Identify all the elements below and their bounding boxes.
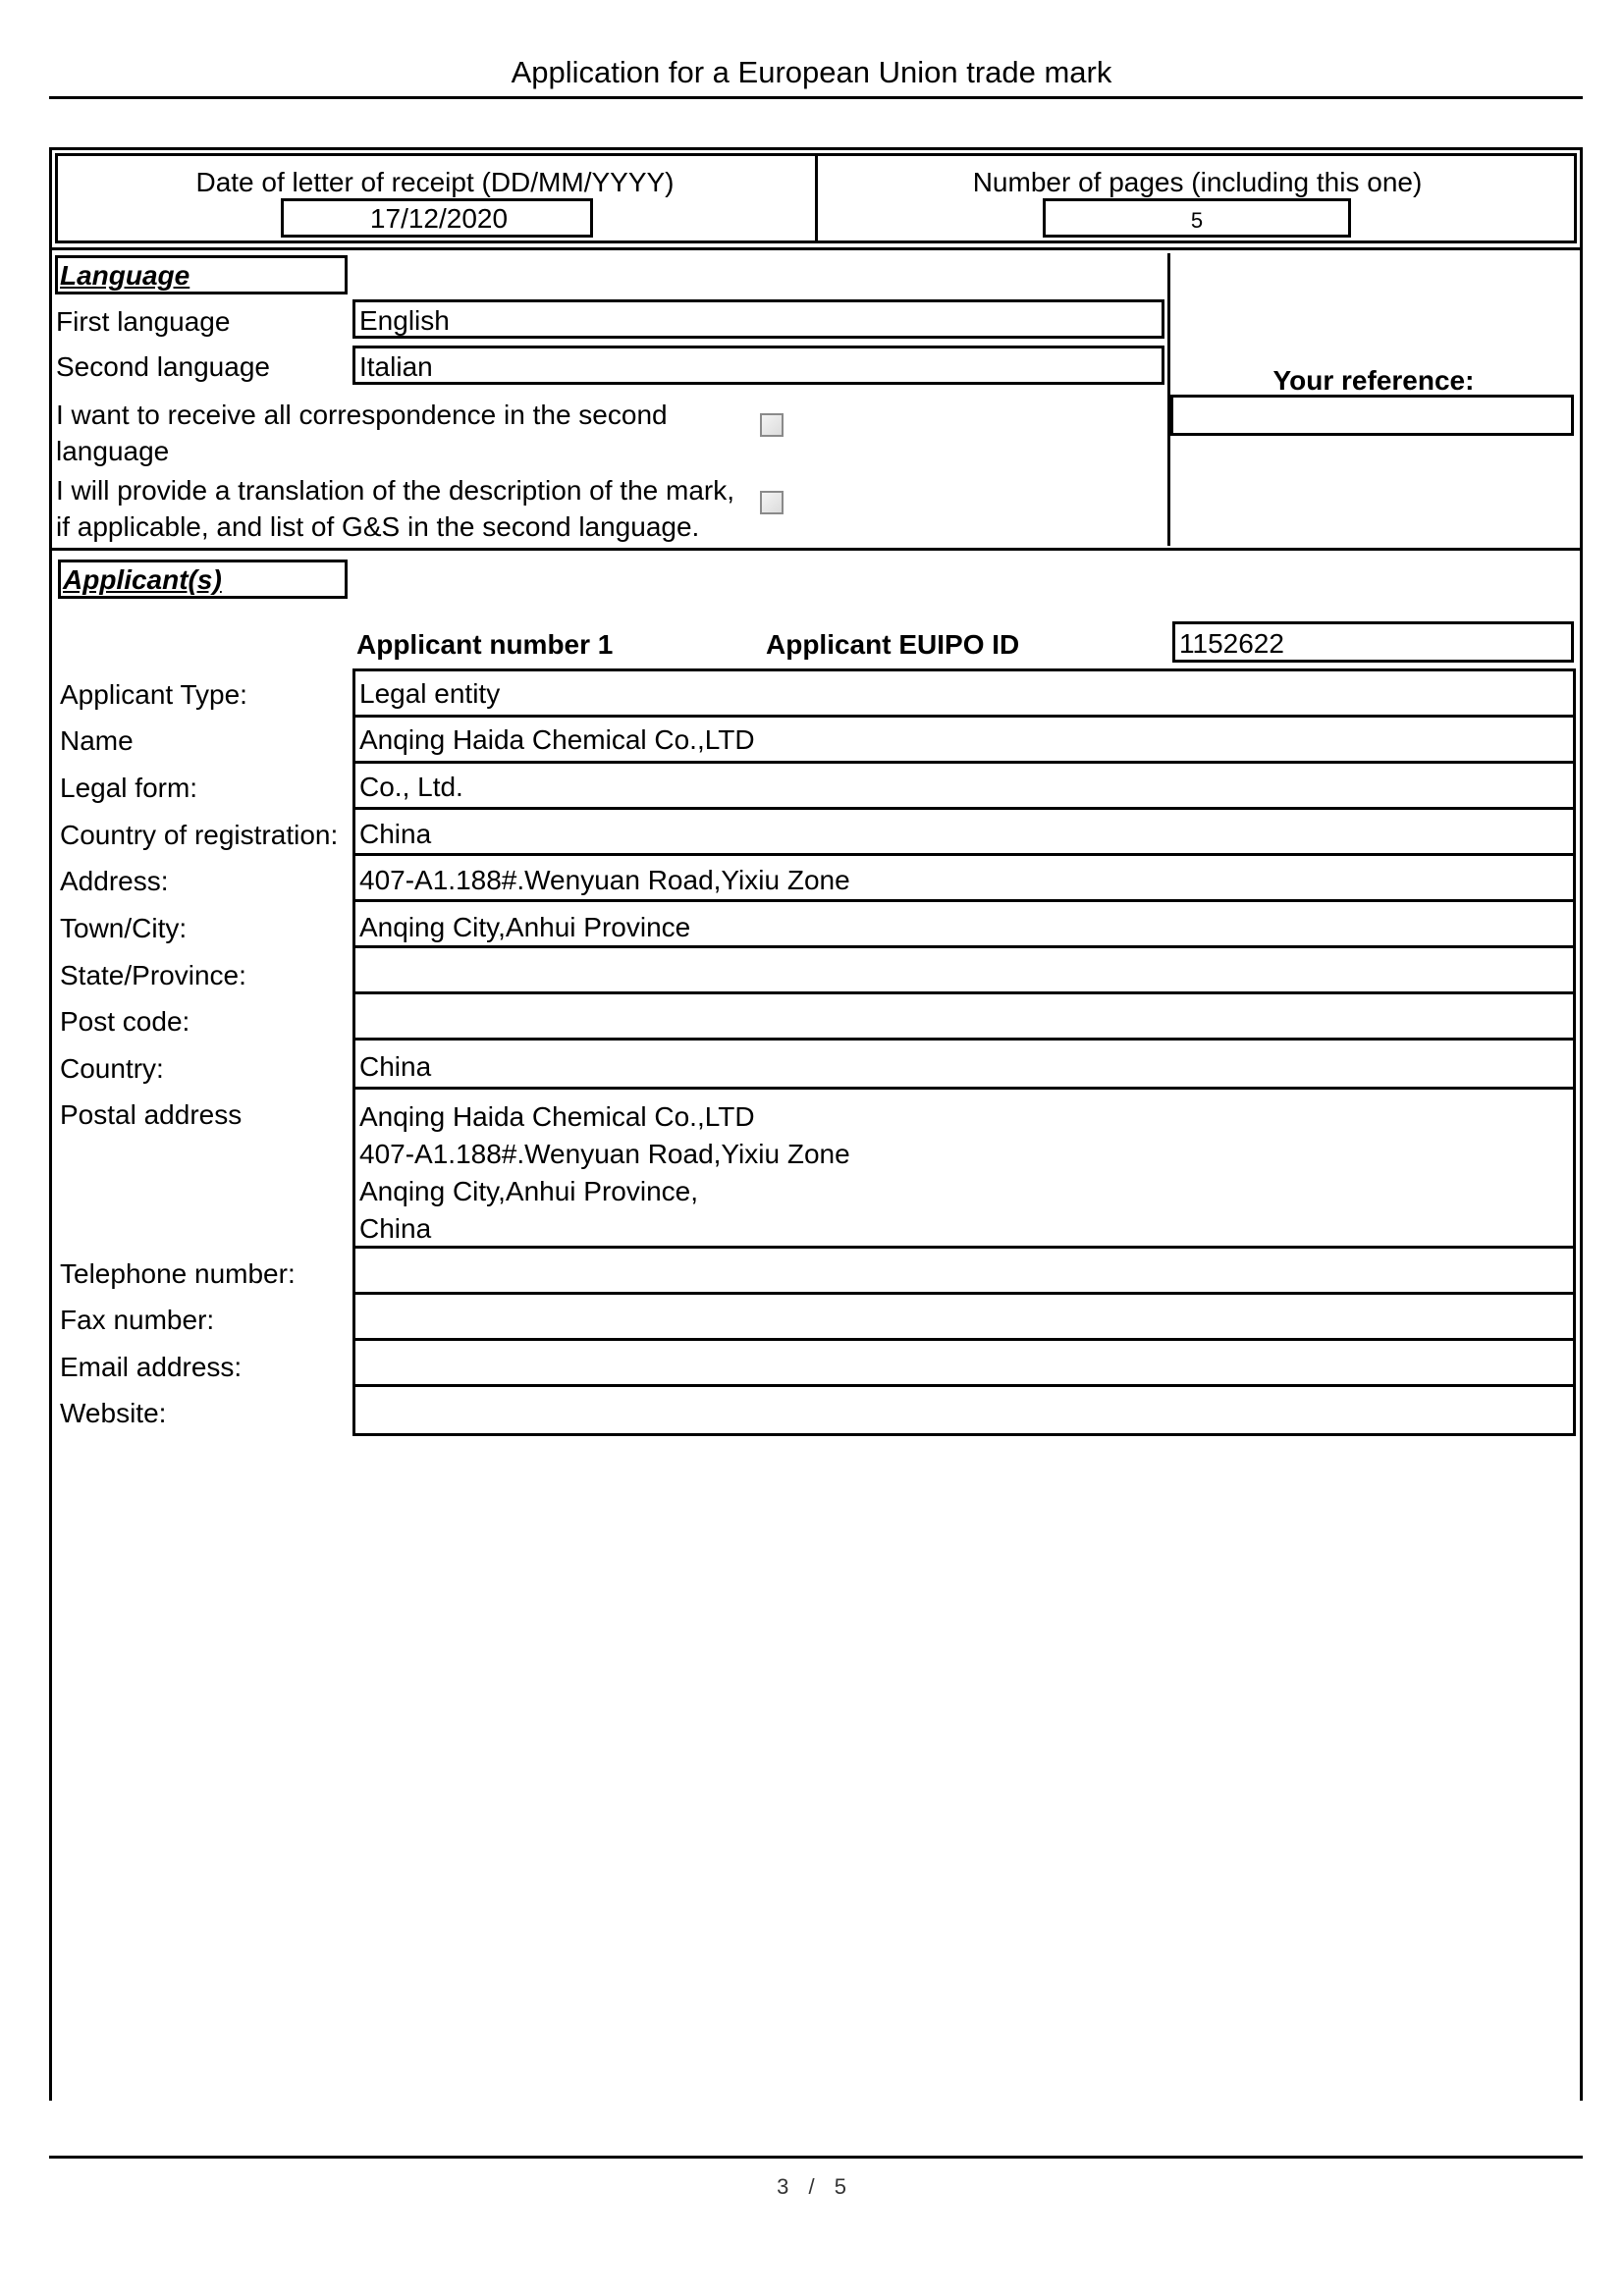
postal-address-line: Anqing Haida Chemical Co.,LTD — [359, 1101, 755, 1132]
legal-form-field[interactable]: Co., Ltd. — [352, 761, 1576, 810]
postal-address-field[interactable] — [352, 1087, 1576, 1249]
applicant-euipo-field[interactable]: 1152622 — [1172, 621, 1574, 663]
applicant-number-label: Applicant number 1 — [356, 629, 614, 660]
applicant-section-title: Applicant(s) — [58, 560, 348, 599]
page-number — [0, 2174, 1623, 2200]
applicant-type-label: Applicant Type: — [60, 679, 247, 710]
town-city-field[interactable]: Anqing City,Anhui Province — [352, 899, 1576, 948]
fax-field[interactable] — [352, 1292, 1576, 1341]
pages-count-label: Number of pages (including this one) — [972, 167, 1423, 197]
country-field[interactable]: China — [352, 1038, 1576, 1090]
country-label: Country: — [60, 1053, 164, 1084]
pages-count-field[interactable]: 5 — [1043, 198, 1351, 238]
website-field[interactable] — [352, 1384, 1576, 1436]
address-label: Address: — [60, 866, 169, 896]
correspondence-checkbox[interactable] — [760, 413, 784, 437]
second-language-field[interactable]: Italian — [352, 346, 1164, 385]
correspondence-label: I want to receive all correspondence in the second language — [56, 400, 668, 466]
your-reference-field[interactable] — [1170, 395, 1574, 436]
legal-form-label: Legal form: — [60, 773, 198, 803]
footer-rule — [49, 2156, 1583, 2159]
frame-right-line — [1580, 147, 1583, 2101]
address-field[interactable]: 407-A1.188#.Wenyuan Road,Yixiu Zone — [352, 853, 1576, 902]
country-of-registration-label: Country of registration: — [60, 820, 339, 850]
receipt-date-field[interactable]: 17/12/2020 — [281, 198, 593, 238]
website-label: Website: — [60, 1398, 167, 1428]
town-city-label: Town/City: — [60, 913, 188, 943]
header-rule — [49, 96, 1583, 99]
page-title: Application for a European Union trade mark — [511, 55, 1112, 89]
name-field[interactable]: Anqing Haida Chemical Co.,LTD — [352, 715, 1576, 764]
country-of-registration-field[interactable]: China — [352, 807, 1576, 856]
name-label: Name — [60, 725, 134, 756]
state-province-field[interactable] — [352, 945, 1576, 994]
frame-left-line — [49, 147, 52, 2101]
page-current: 3 — [777, 2174, 789, 2199]
applicant-type-field[interactable]: Legal entity — [352, 668, 1576, 718]
page-separator: / — [808, 2174, 815, 2199]
fax-label: Fax number: — [60, 1305, 215, 1335]
receipt-date-label: Date of letter of receipt (DD/MM/YYYY) — [195, 167, 675, 197]
first-language-label: First language — [56, 306, 231, 337]
translation-checkbox[interactable] — [760, 491, 784, 514]
postal-address-line: Anqing City,Anhui Province, — [359, 1176, 698, 1206]
page-total: 5 — [834, 2174, 846, 2199]
language-section-title: Language — [55, 255, 348, 294]
email-field[interactable] — [352, 1338, 1576, 1387]
translation-label: I will provide a translation of the description of the mark, if applicable, and list of G&S in the second language. — [56, 475, 735, 542]
receipt-bottom-line — [49, 247, 1583, 250]
first-language-field[interactable]: English — [352, 299, 1164, 339]
post-code-label: Post code: — [60, 1006, 190, 1037]
applicant-euipo-label: Applicant EUIPO ID — [766, 629, 1020, 660]
frame-top-line — [49, 147, 1583, 150]
email-label: Email address: — [60, 1352, 243, 1382]
your-reference-label: Your reference: — [1272, 365, 1475, 396]
state-province-label: State/Province: — [60, 960, 246, 990]
postal-address-label: Postal address — [60, 1099, 243, 1130]
telephone-label: Telephone number: — [60, 1258, 296, 1289]
language-bottom-line — [49, 548, 1583, 551]
postal-address-line: China — [359, 1213, 432, 1244]
second-language-label: Second language — [56, 351, 270, 382]
telephone-field[interactable] — [352, 1246, 1576, 1295]
postal-address-line: 407-A1.188#.Wenyuan Road,Yixiu Zone — [359, 1139, 850, 1169]
post-code-field[interactable] — [352, 991, 1576, 1041]
